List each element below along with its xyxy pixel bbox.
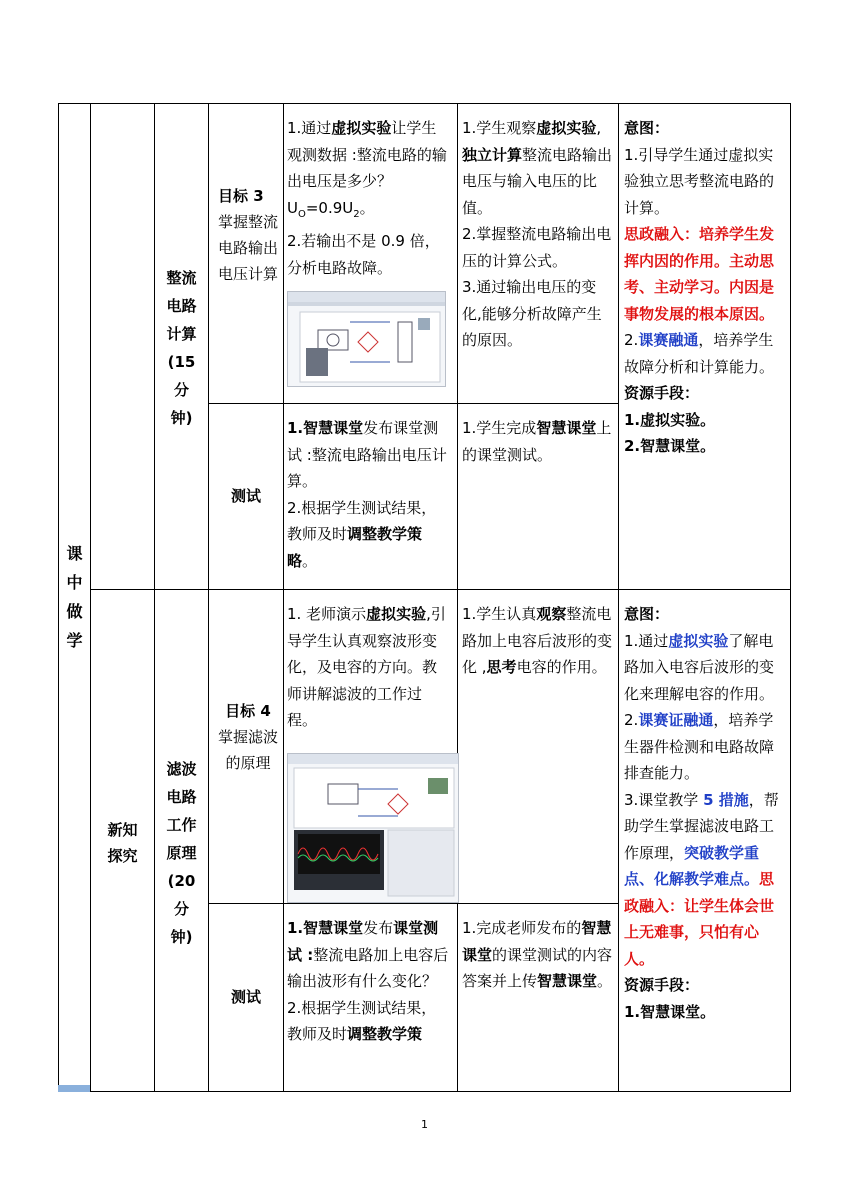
text: 1. [287,419,304,437]
text: 了解电路加入电容后波形的变化来理解电容的作用。 [624,631,775,703]
text: 虚拟实验 [536,119,597,137]
text: 虚拟实验 [331,119,392,137]
text: O [297,208,306,220]
page-number: 1 [421,1118,428,1131]
test-label-text: 测试 [230,487,261,506]
text: 课赛融通 [638,331,699,349]
waveform-screenshot [287,753,459,903]
col-line [618,103,619,1092]
text: 1. 老师演示 [287,605,367,623]
topic-line: 原理 [166,844,197,862]
row-divider [90,589,791,590]
text: 课赛证融通 [638,711,714,729]
topic-line: (20 [167,872,196,890]
text: 思考 [486,658,517,676]
test-label-text: 测试 [230,988,261,1007]
text: 思政融入：让学生体会世上无难事，只怕有心人。 [624,870,775,968]
text: 智慧课堂 [536,419,597,437]
text: 突破教学重点、化解教学难点。 [624,843,760,888]
topic-line: 分 [173,381,189,399]
text: 1.学生观察 [462,119,537,137]
text: , [596,119,602,137]
text: 1.通过 [624,631,669,650]
table-border-top [58,103,791,104]
text: 。 [302,551,318,570]
text: ，培养学生器件检测和电路故障排查能力。 [624,711,775,782]
goal-4 [216,698,280,818]
text: 整流电路加上电容后输出波形有什么变化？ [287,945,449,990]
text: 1.虚拟实验。 [624,410,716,429]
test-label-1 [209,404,283,589]
text: 2.根据学生测试结果，教师及时 [287,998,437,1043]
student-test-2 [458,915,616,1035]
text: 2. [624,711,639,729]
text: 电容的作用。 [516,658,607,676]
text: ，帮助学生掌握滤波电路工作原理， [624,790,779,862]
col-line [790,103,791,1092]
section-label-text: 新知探究 [107,821,138,865]
text: 2 [353,208,360,220]
text: 智慧课堂 [303,919,364,937]
text: 调整教学策略 [287,525,423,570]
text: 2.智慧课堂。 [624,437,716,455]
oscilloscope-icon [288,754,458,902]
text: 智慧课堂 [303,419,364,437]
section-label [91,803,154,883]
text: 1.学生完成 [462,419,537,437]
text: 的课堂测试的内容答案并上传 [462,945,613,990]
text: 虚拟实验 [366,605,427,623]
text: 让学生观测数据 :整流电路的输出电压是多少？U [287,119,447,217]
main-label-text: 课中做学 [66,544,83,650]
text: 上的课堂测试。 [462,419,612,464]
topic-line: 钟) [170,928,193,946]
text: 意图： [624,605,670,623]
goal-3 [218,183,278,333]
teacher-test-2 [284,915,456,1090]
text: 2.根据学生测试结果，教师及时 [287,498,437,543]
text: 3.课堂教学 [624,790,704,809]
intent-1 [620,115,790,585]
topic-line: 钟) [170,409,193,427]
text: 虚拟实验 [668,631,729,650]
topic-line: 滤波 [166,760,197,778]
text: 思政融入：培养学生发挥内因的作用。主动思考、主动学习。内因是事物发展的根本原因。 [624,225,775,323]
circuit-diagram-icon [288,292,445,386]
text: 1.学生认真 [462,605,537,623]
text: 资源手段： [624,976,700,994]
table-border-bottom [58,1091,791,1092]
text: 整流电路加上电容后波形的变化 , [462,605,613,676]
text: 发布课堂测试 :整流电路输出电压计算。 [287,419,447,490]
text: 1.完成老师发布的 [462,919,582,937]
main-column-label [59,103,90,1091]
lesson-table [58,103,791,1092]
virtual-experiment-screenshot [287,291,446,387]
topic-line: 整流 [166,269,197,287]
text: 2.若输出不是 0.9 倍，分析电路故障。 [287,232,440,277]
text: ,引导学生认真观察波形变化，及电容的方向。教师讲解滤波的工作过程。 [287,605,446,729]
student-activity-1 [458,115,616,395]
topic-line: (15 [167,353,196,371]
text: 观察 [536,605,567,623]
text: 发布 [363,919,394,937]
text: 。 [597,972,613,990]
topic-line: 计算 [166,325,197,343]
topic-2 [155,743,208,963]
text: 智慧课堂 [462,919,612,964]
text: ，培养学生故障分析和计算能力。 [624,331,775,376]
goal-desc: 掌握整流电路输出电压计算 [218,213,278,283]
topic-line: 电路 [166,788,197,806]
text: 调整教学策 [347,1025,423,1043]
col-line [90,103,91,1092]
goal-desc: 掌握滤波的原理 [217,728,278,772]
text: 5 措施 [703,790,749,809]
teacher-test-1 [284,415,456,587]
text: =0.9U [305,198,354,217]
text: 意图： [624,119,670,137]
topic-1 [155,253,208,443]
topic-line: 工作 [166,816,197,834]
text: 课堂测试 : [287,919,439,964]
text: 。 [359,198,375,217]
intent-2 [620,601,790,1089]
text: 3.通过输出电压的变化,能够分析故障产生的原因。 [462,278,602,349]
text: 独立计算 [462,145,523,164]
text: 智慧课堂 [537,972,598,990]
text: 整流电路输出电压与输入电压的比值。 [462,145,613,217]
table-accent-bar [58,1085,90,1092]
text: 资源手段： [624,384,700,402]
text: 1. [287,919,304,937]
teacher-activity-2 [284,601,456,751]
text: 2.掌握整流电路输出电压的计算公式。 [462,225,612,270]
student-test-1 [458,415,616,515]
topic-line: 分 [173,900,189,918]
goal-title: 目标 4 [225,702,271,720]
teacher-activity-1 [284,115,454,295]
text: 1.智慧课堂。 [624,1002,716,1021]
goal-title: 目标 3 [218,187,264,205]
student-activity-2 [458,601,616,721]
test-label-2 [209,904,283,1091]
text: 1.通过 [287,119,332,137]
topic-line: 电路 [166,297,197,315]
text: 1.引导学生通过虚拟实验独立思考整流电路的计算。 [624,145,775,217]
text: 2. [624,331,639,349]
